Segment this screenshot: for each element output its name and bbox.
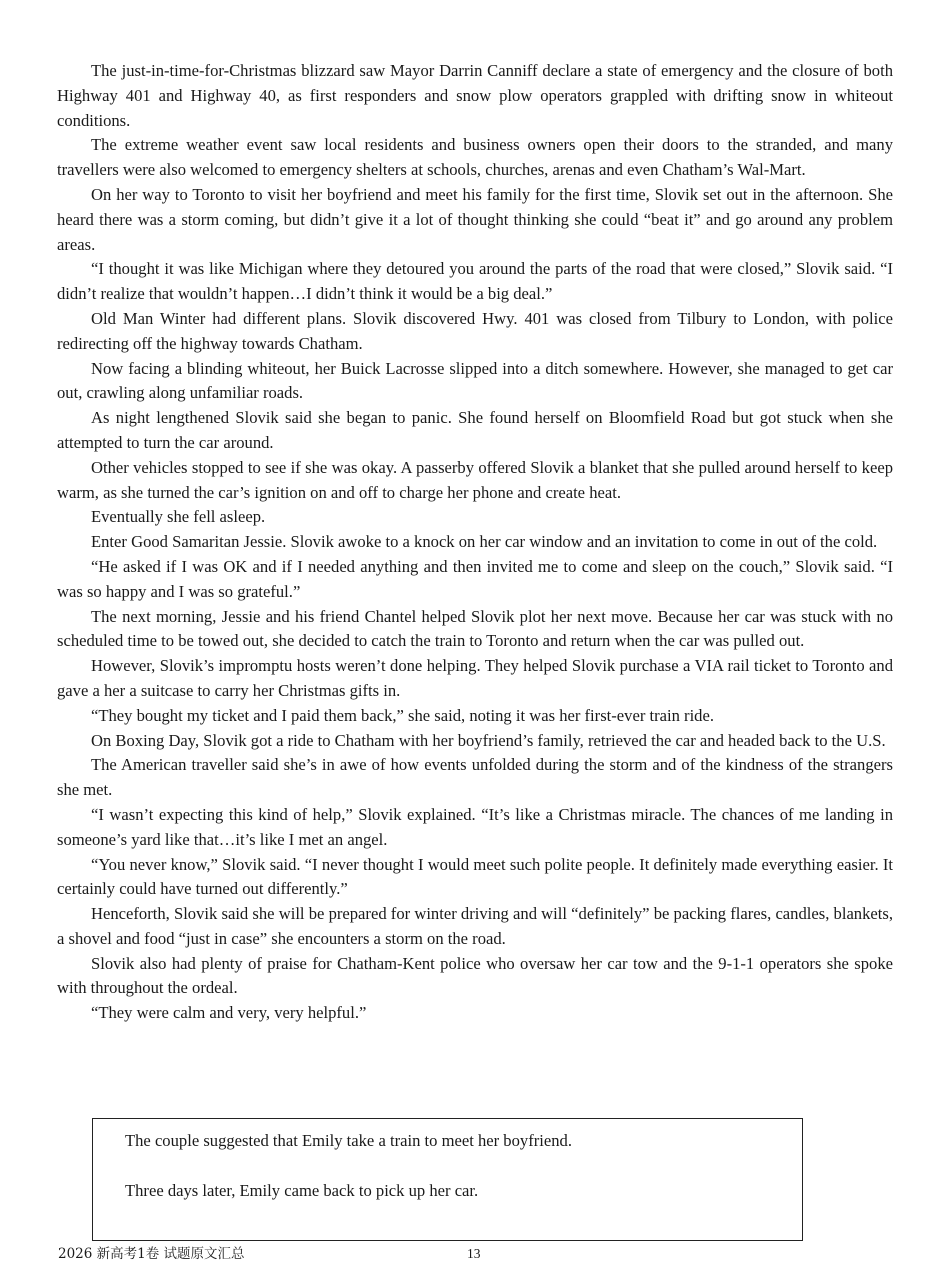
paragraph-18: “You never know,” Slovik said. “I never thought I would meet such polite people. It definitely made everything easier. It certainly could have turned out differently.”	[57, 854, 893, 899]
paragraph-13: However, Slovik’s impromptu hosts weren’t done helping. They helped Slovik purchase a VIA rail ticket to Toronto and gave a her a suitcase to carry her Christmas gifts in.	[57, 656, 893, 700]
paragraph-8: Other vehicles stopped to see if she was okay. A passerby offered Slovik a blanket that she pulled around herself to keep warm, as she turned the car’s ignition on and off to charge her phone and create heat.	[57, 457, 893, 502]
paragraph-9: Eventually she fell asleep.	[91, 507, 266, 527]
paragraph-19: Henceforth, Slovik said she will be prepared for winter driving and will “definitely” be packing flares, candles, blankets, a shovel and food “just in case” she encounters a storm on the road.	[57, 904, 893, 948]
paragraph-1: The just-in-time-for-Christmas blizzard saw Mayor Darrin Canniff declare a state of emergency and the closure of both Highway 401 and Highway 40, as first responders and snow plow operators grappled with drifting snow in whiteout conditions.	[57, 61, 893, 130]
paragraph-17: “I wasn’t expecting this kind of help,” Slovik explained. “It’s like a Christmas miracle. The chances of me landing in someone’s yard like that…it’s like I met an angel.	[57, 804, 893, 849]
page-number: 13	[467, 1246, 481, 1261]
answer-box-line-2: Three days later, Emily came back to pick up her car.	[125, 1181, 479, 1200]
answer-box	[92, 1118, 803, 1241]
paragraph-14: “They bought my ticket and I paid them back,” she said, noting it was her first-ever train ride.	[91, 705, 714, 725]
paragraph-7: As night lengthened Slovik said she began to panic. She found herself on Bloomfield Road but got stuck when she attempted to turn the car around.	[57, 408, 893, 452]
answer-box-line-1: The couple suggested that Emily take a train to meet her boyfriend.	[125, 1131, 572, 1150]
footer-source-label: 2026 新高考1卷 试题原文汇总	[58, 1246, 245, 1262]
paragraph-15: On Boxing Day, Slovik got a ride to Chatham with her boyfriend’s family, retrieved the car and headed back to the U.S.	[91, 730, 886, 750]
paragraph-11: “He asked if I was OK and if I needed anything and then invited me to come and sleep on the couch,” Slovik said. “I was so happy and I was so grateful.”	[57, 556, 893, 601]
paragraph-3: On her way to Toronto to visit her boyfriend and meet his family for the first time, Slovik set out in the afternoon. She heard there was a storm coming, but didn’t give it a lot of thought thinking she could “beat it” and go around any problem areas.	[57, 184, 893, 254]
paragraph-16: The American traveller said she’s in awe of how events unfolded during the storm and of the kindness of the strangers she met.	[57, 755, 893, 800]
paragraph-5: Old Man Winter had different plans. Slovik discovered Hwy. 401 was closed from Tilbury to London, with police redirecting off the highway towards Chatham.	[57, 308, 893, 353]
paragraph-2: The extreme weather event saw local residents and business owners open their doors to the stranded, and many travellers were also welcomed to emergency shelters at schools, churches, arenas and even Chatham’s Wal-Mart.	[57, 135, 893, 180]
paragraph-21: “They were calm and very, very helpful.”	[91, 1003, 367, 1023]
paragraph-20: Slovik also had plenty of praise for Chatham-Kent police who oversaw her car tow and the 9-1-1 operators she spoke with throughout the ordeal.	[57, 953, 893, 998]
paragraph-4: “I thought it was like Michigan where they detoured you around the parts of the road that were closed,” Slovik said. “I didn’t realize that wouldn’t happen…I didn’t think it would be a big deal.”	[57, 259, 893, 304]
paragraph-6: Now facing a blinding whiteout, her Buick Lacrosse slipped into a ditch somewhere. However, she managed to get car out, crawling along unfamiliar roads.	[57, 358, 893, 403]
article-body	[57, 59, 893, 1026]
paragraph-10: Enter Good Samaritan Jessie. Slovik awoke to a knock on her car window and an invitation to come in out of the cold.	[91, 532, 878, 552]
paragraph-12: The next morning, Jessie and his friend Chantel helped Slovik plot her next move. Because her car was stuck with no scheduled time to be towed out, she decided to catch the train to Toronto and return when the car was pulled out.	[57, 606, 893, 651]
